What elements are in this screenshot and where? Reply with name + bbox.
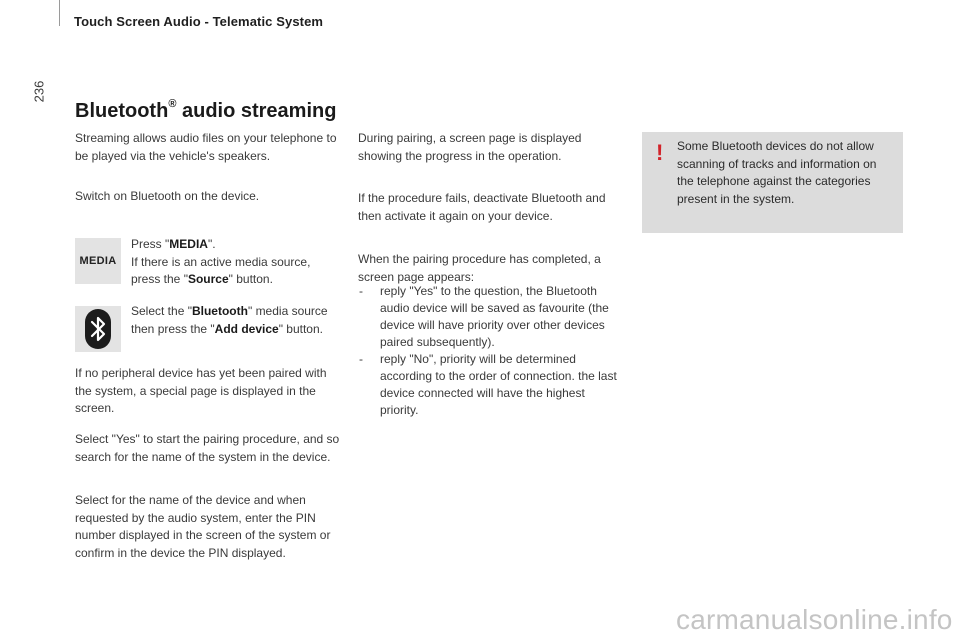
list-item: - reply "Yes" to the question, the Bluetooth audio device will be saved as favourite (the device will have priority over other devices paired subsequently). xyxy=(358,283,623,351)
pin-paragraph: Select for the name of the device and when requested by the audio system, enter the PIN number displayed in the screen of the system or confirm in the device the PIN displayed. xyxy=(75,493,331,560)
watermark: carmanualsonline.info xyxy=(676,604,953,635)
pairing-progress-paragraph: During pairing, a screen page is displayed showing the progress in the operation. xyxy=(358,131,582,163)
procedure-fails-paragraph: If the procedure fails, deactivate Bluetooth and then activate it again on your device. xyxy=(358,191,606,223)
pairing-complete-paragraph: When the pairing procedure has completed, a screen page appears: xyxy=(358,252,601,284)
note-text: Some Bluetooth devices do not allow scanning of tracks and information on the telephone against the categories present in the system. xyxy=(677,139,877,206)
intro-paragraph: Streaming allows audio files on your telephone to be played via the vehicle's speakers. xyxy=(75,131,337,163)
select-yes-paragraph: Select "Yes" to start the pairing procedure, and so search for the name of the system in the device. xyxy=(75,432,340,464)
page-number: 236 xyxy=(31,80,47,103)
bluetooth-icon xyxy=(85,309,111,349)
switch-on-paragraph: Switch on Bluetooth on the device. xyxy=(75,189,260,203)
no-peripheral-paragraph: If no peripheral device has yet been paired with the system, a special page is displayed in the screen. xyxy=(75,366,327,415)
media-button-icon: MEDIA xyxy=(75,238,121,284)
page-header-title: Touch Screen Audio - Telematic System xyxy=(74,14,324,29)
exclamation-icon: ! xyxy=(656,140,664,165)
list-item: - reply "No", priority will be determined according to the order of connection. the last device connected will have the highest priority. xyxy=(358,351,623,419)
bluetooth-button-icon xyxy=(75,306,121,352)
section-title: Bluetooth® audio streaming xyxy=(75,98,337,122)
step-select-bluetooth: Select the "Bluetooth" media source then press the "Add device" button. xyxy=(131,304,328,336)
header-divider xyxy=(59,0,60,26)
reply-options-list xyxy=(358,283,623,419)
step-press-media: Press "MEDIA". If there is an active media source, press the "Source" button. xyxy=(131,237,311,286)
